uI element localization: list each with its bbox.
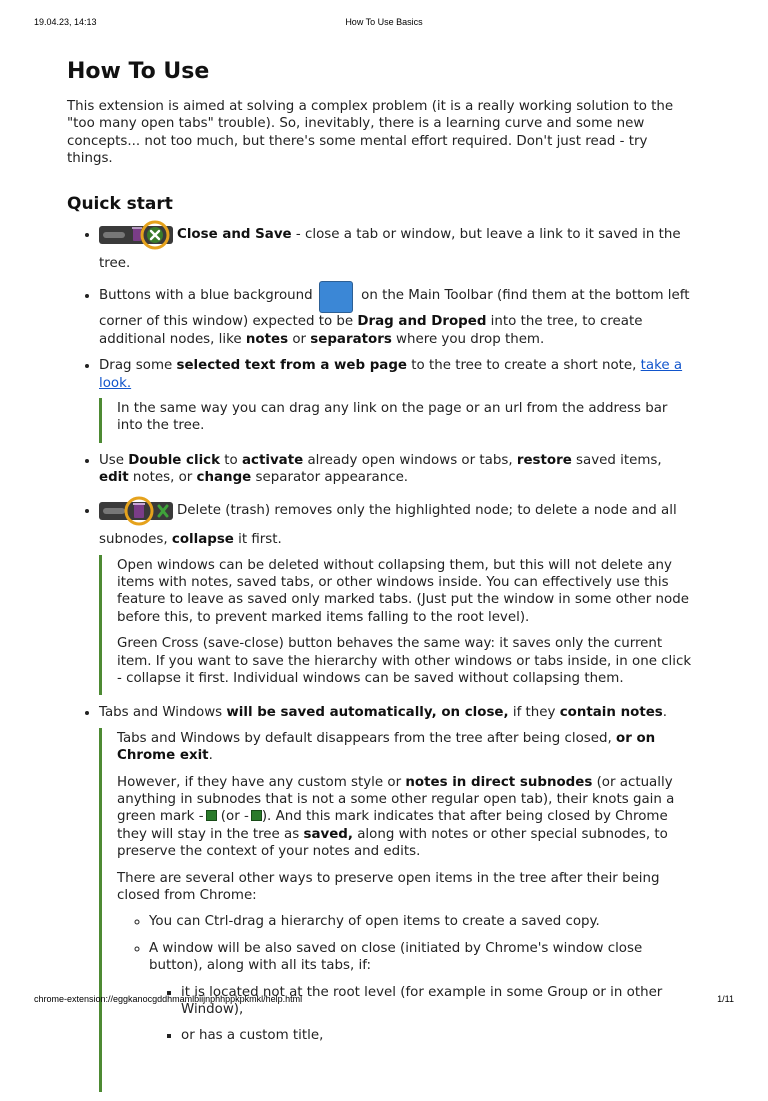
autosave-p2-text-2: (or actually anything in subnodes that is not a some other regular open tab), their knots gain a green mark [117,774,675,825]
list-item-delete [99,496,695,696]
selected-text-label: selected text from a web page [176,358,408,374]
preserve-way-ctrl-drag: ◦ You can Ctrl-drag a hierarchy of open items to create a saved copy. [149,913,695,930]
dbl-text-1: Use [99,452,129,468]
autosave-text-1: Tabs and Windows [99,705,227,721]
print-datetime: 19.04.23, 14:13 [34,17,97,27]
restore-label: restore [516,452,572,468]
trash-toolbar-icon [99,496,173,531]
autosave-quote-p2 [117,774,695,861]
page-title: How To Use [67,59,210,84]
notes-in-subnodes-label: notes in direct subnodes [405,774,593,790]
preserve-ways-list [117,913,695,1044]
print-url: chrome-extension://eggkanocgddhmamlbiijnphhppkpkmkl/help.html [34,994,303,1004]
drag-and-drop-label: Drag and Droped [357,314,487,330]
change-label: change [196,470,252,486]
drag-text-1: Drag some [99,358,177,374]
dbl-text-4: saved items, [571,452,662,468]
dbl-text-5: notes, or [128,470,197,486]
blue-buttons-text-3: into the tree, to create additional nodes, like [99,314,643,347]
intro-paragraph: This extension is aimed at solving a complex problem (it is a really working solution to the "too many open tabs" trouble). So, inevitably, there is a learning curve and some new concepts... not too much, but there's some mental effort required. Don't just read - try things. [67,99,674,167]
quick-start-heading: Quick start [67,193,173,214]
close-save-toolbar-icon [99,220,173,255]
autosave-p1-text-1: Tabs and Windows by default disappears from the tree after being closed, [117,730,617,746]
condition-not-root: ▪ it is located not at the root level (for example in some Group or in other Window), [181,984,695,1019]
list-item-autosave [99,704,695,1092]
delete-quote-p1: Open windows can be deleted without collapsing them, but this will not delete any items with notes, saved tabs, or other windows inside. You can effectively use this feature to leave as saved only marked tabs. (Just put the window in some other node before this, to prevent marked items falling to the root level). [117,557,689,625]
help-content [67,58,695,1101]
saved-automatically-label: will be saved automatically, on close, [226,705,509,721]
print-footer [0,994,768,1006]
autosave-p1-text-2: . [208,748,213,764]
quick-start-list [67,220,695,1092]
autosave-quote-p3: There are several other ways to preserve open items in the tree after their being closed from Chrome: [117,870,660,903]
print-page-number: 1/11 [717,994,734,1004]
autosave-p2-text-4: ). And this mark indicates that after being closed by Chrome they will stay in the tree as [117,809,668,842]
list-item-close-save [99,220,695,273]
dbl-text-2: to [220,452,242,468]
list-item-blue-buttons [99,281,695,348]
collapse-label: collapse [171,532,234,548]
autosave-text-3: . [662,705,668,721]
print-title: How To Use Basics [345,17,423,27]
delete-quote [99,555,695,696]
list-item-drag-text [99,357,695,443]
blue-buttons-text-2: on the Main Toolbar (find them at the bottom left corner of this window) expected to be [99,288,690,330]
edit-label: edit [99,470,129,486]
condition-custom-title: ▪ or has a custom title, [181,1027,695,1044]
delete-text-2: it first. [233,532,282,548]
autosave-quote-p1 [117,730,695,765]
blue-buttons-text-5: where you drop them. [391,331,545,347]
contain-notes-label: contain notes [559,705,663,721]
blue-toolbar-button-sample [319,281,353,313]
dbl-text-6: separator appearance. [251,470,409,486]
blue-buttons-text-4: or [288,331,311,347]
double-click-label: Double click [128,452,221,468]
window-close-text: A window will be also saved on close (initiated by Chrome's window close button), along with all its tabs, if: [149,940,643,974]
autosave-quote [99,728,695,1092]
autosave-p2-text-1: However, if they have any custom style or [117,774,406,790]
list-item-double-click [99,452,695,487]
dbl-text-3: already open windows or tabs, [303,452,517,468]
window-save-conditions [149,984,695,1045]
drag-link-quote-text: In the same way you can drag any link on the page or an url from the address bar into the tree. [117,401,668,434]
activate-label: activate [241,452,304,468]
green-mark-icon: - [199,808,217,825]
autosave-text-2: if they [508,705,560,721]
close-save-label: Close and Save [177,226,292,242]
print-header [0,17,768,29]
autosave-p2-text-3: (or [216,809,244,825]
preserve-way-window-close [149,940,695,1045]
close-save-desc: - close a tab or window, but leave a link to it saved in the tree. [99,226,681,272]
delete-quote-p2: Green Cross (save-close) button behaves the same way: it saves only the current item. If you want to save the hierarchy with other windows or tabs inside, in one click - collapse it first. Individual windows can be saved without collapsing them. [117,636,692,686]
take-a-look-link[interactable]: take a look. [99,358,683,391]
chrome-exit-label: or on Chrome exit [117,730,656,764]
notes-label: notes [245,331,289,347]
green-mark-alt-icon: - [244,808,262,825]
autosave-p2-text-5: along with notes or other special subnodes, to preserve the context of your notes and edits. [117,826,668,860]
delete-text-1: Delete (trash) removes only the highlighted node; to delete a node and all subnodes, [99,502,677,548]
blue-buttons-text-1: Buttons with a blue background [99,288,317,304]
separators-label: separators [310,331,392,347]
saved-label: saved, [303,826,353,842]
drag-text-2: to the tree to create a short note, [407,358,641,374]
drag-link-quote [99,398,695,443]
